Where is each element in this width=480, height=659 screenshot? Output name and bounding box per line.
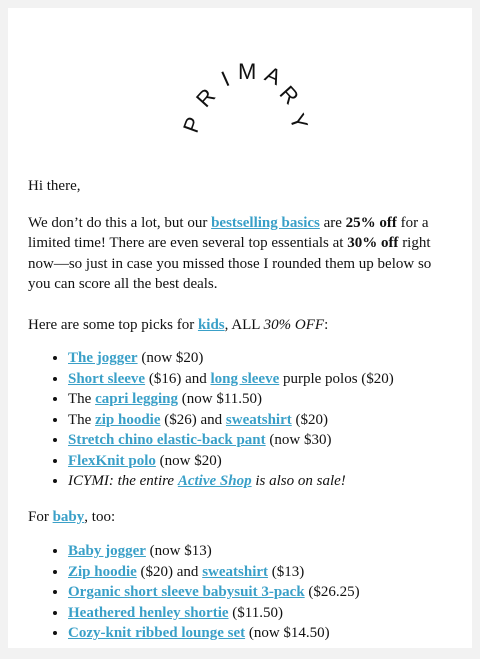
- flexknit-polo-link[interactable]: FlexKnit polo: [68, 452, 156, 469]
- active-shop-link[interactable]: Active Shop: [177, 473, 252, 489]
- kids-off-text: 30% OFF: [263, 316, 325, 333]
- discount-25: 25% off: [345, 214, 397, 231]
- logo-letter-m: M: [238, 59, 257, 84]
- email-card: [8, 8, 472, 648]
- logo-letter-a: A: [261, 61, 285, 91]
- kids-list: [28, 348, 448, 492]
- sweatshirt-link[interactable]: sweatshirt: [225, 411, 292, 428]
- list-item: • Short sleeve ($16) and long sleeve purple polos ($20): [68, 369, 448, 390]
- jogger-link[interactable]: The jogger: [68, 350, 138, 366]
- list-item: • Baby jogger (now $13): [68, 541, 448, 562]
- kids-intro: Here are some top picks for kids, ALL 30% OFF:: [28, 316, 329, 333]
- henley-shortie-link[interactable]: Heathered henley shortie: [68, 604, 229, 621]
- list-item: • The capri legging (now $11.50): [68, 389, 448, 410]
- logo-letter-y: Y: [284, 110, 313, 133]
- discount-30: 30% off: [347, 235, 399, 251]
- primary-logo[interactable]: [176, 58, 320, 144]
- logo-letter-r: R: [190, 83, 221, 112]
- list-item: • The zip hoodie ($26) and sweatshirt ($20): [68, 410, 448, 431]
- logo-letter-p: P: [177, 113, 207, 136]
- capri-legging-link[interactable]: capri legging: [95, 391, 178, 407]
- list-item: • ICYMI: the entire Active Shop is also on sale!: [68, 471, 448, 492]
- email-body: [28, 176, 448, 659]
- list-item: • FlexKnit polo (now $20): [68, 451, 448, 472]
- lounge-set-link[interactable]: Cozy-knit ribbed lounge set: [68, 625, 246, 641]
- baby-link[interactable]: baby: [52, 508, 85, 525]
- list-item: • Heathered henley shortie ($11.50): [68, 603, 448, 624]
- logo-letter-i: I: [217, 66, 234, 92]
- kids-link[interactable]: kids: [197, 316, 225, 333]
- list-item: • Organic short sleeve babysuit 3-pack ($26.25): [68, 582, 448, 603]
- baby-sweatshirt-link[interactable]: sweatshirt: [202, 563, 269, 580]
- short-sleeve-link[interactable]: Short sleeve: [68, 370, 146, 387]
- baby-intro: For baby, too:: [28, 508, 116, 525]
- list-item: • Zip hoodie ($20) and sweatshirt ($13): [68, 562, 448, 583]
- greeting: Hi there,: [28, 178, 81, 194]
- list-item: • Stretch chino elastic-back pant (now $30): [68, 430, 448, 451]
- chino-pant-link[interactable]: Stretch chino elastic-back pant: [68, 432, 266, 448]
- list-item: • The jogger (now $20): [68, 348, 448, 369]
- bestselling-basics-link[interactable]: bestselling basics: [211, 214, 320, 231]
- baby-list: [28, 541, 448, 644]
- long-sleeve-link[interactable]: long sleeve: [210, 370, 280, 387]
- logo-letter-r2: R: [274, 80, 304, 110]
- zip-hoodie-link[interactable]: zip hoodie: [95, 411, 161, 428]
- baby-jogger-link[interactable]: Baby jogger: [68, 543, 146, 559]
- intro-paragraph: We don’t do this a lot, but our bestselling basics are 25% off for a limited time! There are even several top essentials at 30% off right now—so just in case you missed those I rounded them up below so you can score all the best deals.: [28, 214, 432, 292]
- baby-zip-hoodie-link[interactable]: Zip hoodie: [68, 563, 137, 580]
- babysuit-link[interactable]: Organic short sleeve babysuit 3-pack: [68, 584, 305, 600]
- list-item: • Cozy-knit ribbed lounge set (now $14.50): [68, 623, 448, 644]
